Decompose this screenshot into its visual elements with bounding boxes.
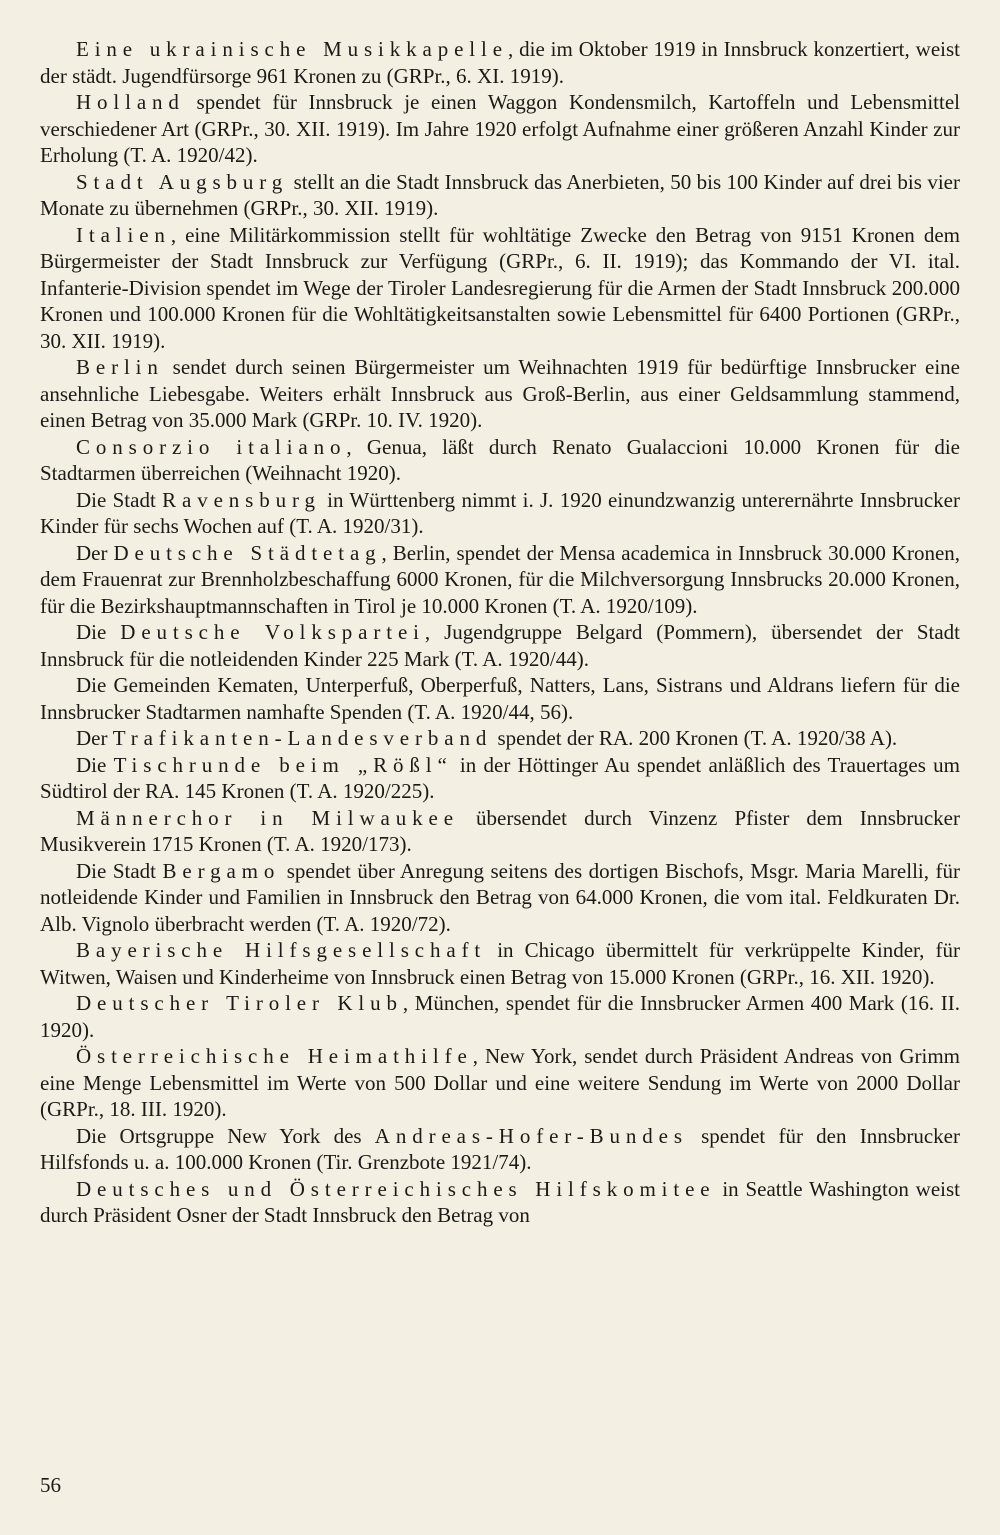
paragraph: [40, 169, 960, 222]
paragraph-text: , eine Militärkommission stellt für wohltätige Zwecke den Betrag von 9151 Kronen dem Bürgermeister der Stadt Innsbruck zur Verfügung (GRPr., 6. II. 1919); das Kommando der VI. ital. Infanterie-Division spendet im Wege der Tiroler Landesregierung für die Armen der Stadt Innsbruck 200.000 Kronen und 100.000 Kronen für die Wohltätigkeitsanstalten sowie Lebensmittel für 6400 Portionen (GRPr., 30. XII. 1919).: [40, 222, 960, 353]
page-number: 56: [40, 1473, 61, 1497]
paragraph-text: spendet für Innsbruck je einen Waggon Kondensmilch, Kartoffeln und Lebensmittel verschiedener Art (GRPr., 30. XII. 1919). Im Jahre 1920 erfolgt Aufnahme einer größeren Anzahl Kinder zur Erholung (T. A. 1920/42).: [40, 90, 960, 167]
paragraph: [40, 858, 960, 938]
spaced-name: Tischrunde beim „Rößl“: [113, 752, 453, 777]
paragraph: [40, 540, 960, 620]
paragraph-text: , Genua, läßt durch Renato Gualaccioni 10.000 Kronen für die Stadtarmen überreichen (Weihnacht 1920).: [40, 434, 960, 485]
paragraph-text: , New York, sendet durch Präsident Andreas von Grimm eine Menge Lebensmittel im Werte von 500 Dollar und eine weitere Sendung im Werte von 2000 Dollar (GRPr., 18. III. 1920).: [40, 1044, 960, 1121]
paragraph-text: in Württenberg nimmt i. J. 1920 einundzwanzig unterernährte Innsbrucker Kinder für sechs Wochen auf (T. A. 1920/31).: [40, 487, 960, 538]
paragraph-text: in Chicago übermittelt für verkrüppelte Kinder, für Witwen, Waisen und Kinderheime von Innsbruck einen Betrag von 15.000 Kronen (GRPr., 16. XII. 1920).: [40, 938, 960, 989]
paragraph-lead: Die Stadt: [76, 858, 163, 883]
paragraph: [40, 1123, 960, 1176]
spaced-name: Deutsche Städtetag: [113, 540, 382, 565]
spaced-name: Bayerische Hilfsgesellschaft: [76, 938, 487, 962]
document-body: [40, 36, 960, 1229]
spaced-name: Italien: [76, 222, 171, 247]
paragraph-text: in der Höttinger Au spendet anläßlich des Trauertages um Südtirol der RA. 145 Kronen (T. A. 1920/225).: [40, 752, 960, 803]
paragraph-text: , München, spendet für die Innsbrucker Armen 400 Mark (16. II. 1920).: [40, 991, 960, 1042]
paragraph: [40, 672, 960, 725]
paragraph: [40, 36, 960, 89]
spaced-name: Andreas-Hofer-Bundes: [374, 1123, 688, 1148]
paragraph: [40, 89, 960, 169]
paragraph: [40, 619, 960, 672]
spaced-name: Männerchor in Milwaukee: [76, 805, 459, 830]
paragraph-text: , Berlin, spendet der Mensa academica in Innsbruck 30.000 Kronen, dem Frauenrat zur Brennholzbeschaffung 6000 Kronen, für die Milchversorgung Innsbrucks 20.000 Kronen, für die Bezirkshauptmannschaften in Tirol je 10.000 Kronen (T. A. 1920/109).: [40, 540, 961, 618]
spaced-name: Eine ukrainische Musikkapelle: [76, 37, 508, 61]
spaced-name: Ravensburg: [162, 487, 321, 512]
paragraph-lead: Die: [76, 752, 114, 777]
spaced-name: Bergamo: [162, 858, 281, 883]
paragraph-lead: Der: [76, 726, 113, 750]
paragraph-text: spendet über Anregung seitens des dortigen Bischofs, Msgr. Maria Marelli, für notleidende Kinder und Familien in Innsbruck den Betrag von 64.000 Kronen, die vom ital. Feldkuraten Dr. Alb. Vignolo überbracht werden (T. A. 1920/72).: [40, 858, 960, 936]
paragraph: [40, 725, 960, 752]
paragraph-lead: Die Ortsgruppe New York des: [76, 1123, 375, 1148]
spaced-name: Holland: [76, 90, 185, 114]
paragraph: [40, 752, 960, 805]
spaced-name: Consorzio italiano: [76, 434, 347, 459]
paragraph: [40, 937, 960, 990]
paragraph: [40, 1043, 960, 1123]
spaced-name: Deutscher Tiroler Klub: [76, 991, 403, 1015]
paragraph-text: spendet der RA. 200 Kronen (T. A. 1920/38 A).: [492, 726, 898, 750]
paragraph: [40, 434, 960, 487]
paragraph: [40, 222, 960, 355]
spaced-name: Deutsche Volkspartei: [120, 620, 425, 644]
paragraph: [40, 1176, 960, 1229]
spaced-name: Österreichische Heimathilfe: [76, 1044, 473, 1068]
spaced-name: Stadt Augsburg: [76, 169, 289, 194]
paragraph-text: sendet durch seinen Bürgermeister um Weihnachten 1919 für bedürftige Innsbrucker eine ansehnliche Liebesgabe. Weiters erhält Innsbruck aus Groß-Berlin, aus einer Geldsammlung stammend, einen Betrag von 35.000 Mark (GRPr. 10. IV. 1920).: [40, 355, 960, 432]
paragraph-text: Die Gemeinden Kematen, Unterperfuß, Oberperfuß, Natters, Lans, Sistrans und Aldrans liefern für die Innsbrucker Stadtarmen namhafte Spenden (T. A. 1920/44, 56).: [40, 673, 960, 724]
paragraph: [40, 487, 960, 540]
paragraph-text: , Jugendgruppe Belgard (Pommern), übersendet der Stadt Innsbruck für die notleidenden Kinder 225 Mark (T. A. 1920/44).: [40, 620, 960, 671]
paragraph: [40, 990, 960, 1043]
paragraph-text: spendet für den Innsbrucker Hilfsfonds u. a. 100.000 Kronen (Tir. Grenzbote 1921/74).: [40, 1123, 960, 1174]
paragraph-lead: Die Stadt: [76, 487, 163, 512]
paragraph-lead: Die: [76, 620, 121, 644]
spaced-name: Trafikanten-Landesverband: [112, 726, 493, 750]
spaced-name: Deutsches und Österreichisches Hilfskomitee: [76, 1176, 716, 1201]
spaced-name: Berlin: [76, 355, 164, 379]
paragraph-text: übersendet durch Vinzenz Pfister dem Innsbrucker Musikverein 1715 Kronen (T. A. 1920/173).: [40, 805, 960, 856]
paragraph-text: stellt an die Stadt Innsbruck das Anerbieten, 50 bis 100 Kinder auf drei bis vier Monate zu übernehmen (GRPr., 30. XII. 1919).: [40, 169, 960, 220]
paragraph-text: in Seattle Washington weist durch Präsident Osner der Stadt Innsbruck den Betrag von: [40, 1176, 960, 1227]
paragraph: [40, 354, 960, 434]
paragraph-text: , die im Oktober 1919 in Innsbruck konzertiert, weist der städt. Jugendfürsorge 961 Kronen zu (GRPr., 6. XI. 1919).: [40, 37, 960, 88]
paragraph-lead: Der: [76, 540, 114, 565]
paragraph: [40, 805, 960, 858]
